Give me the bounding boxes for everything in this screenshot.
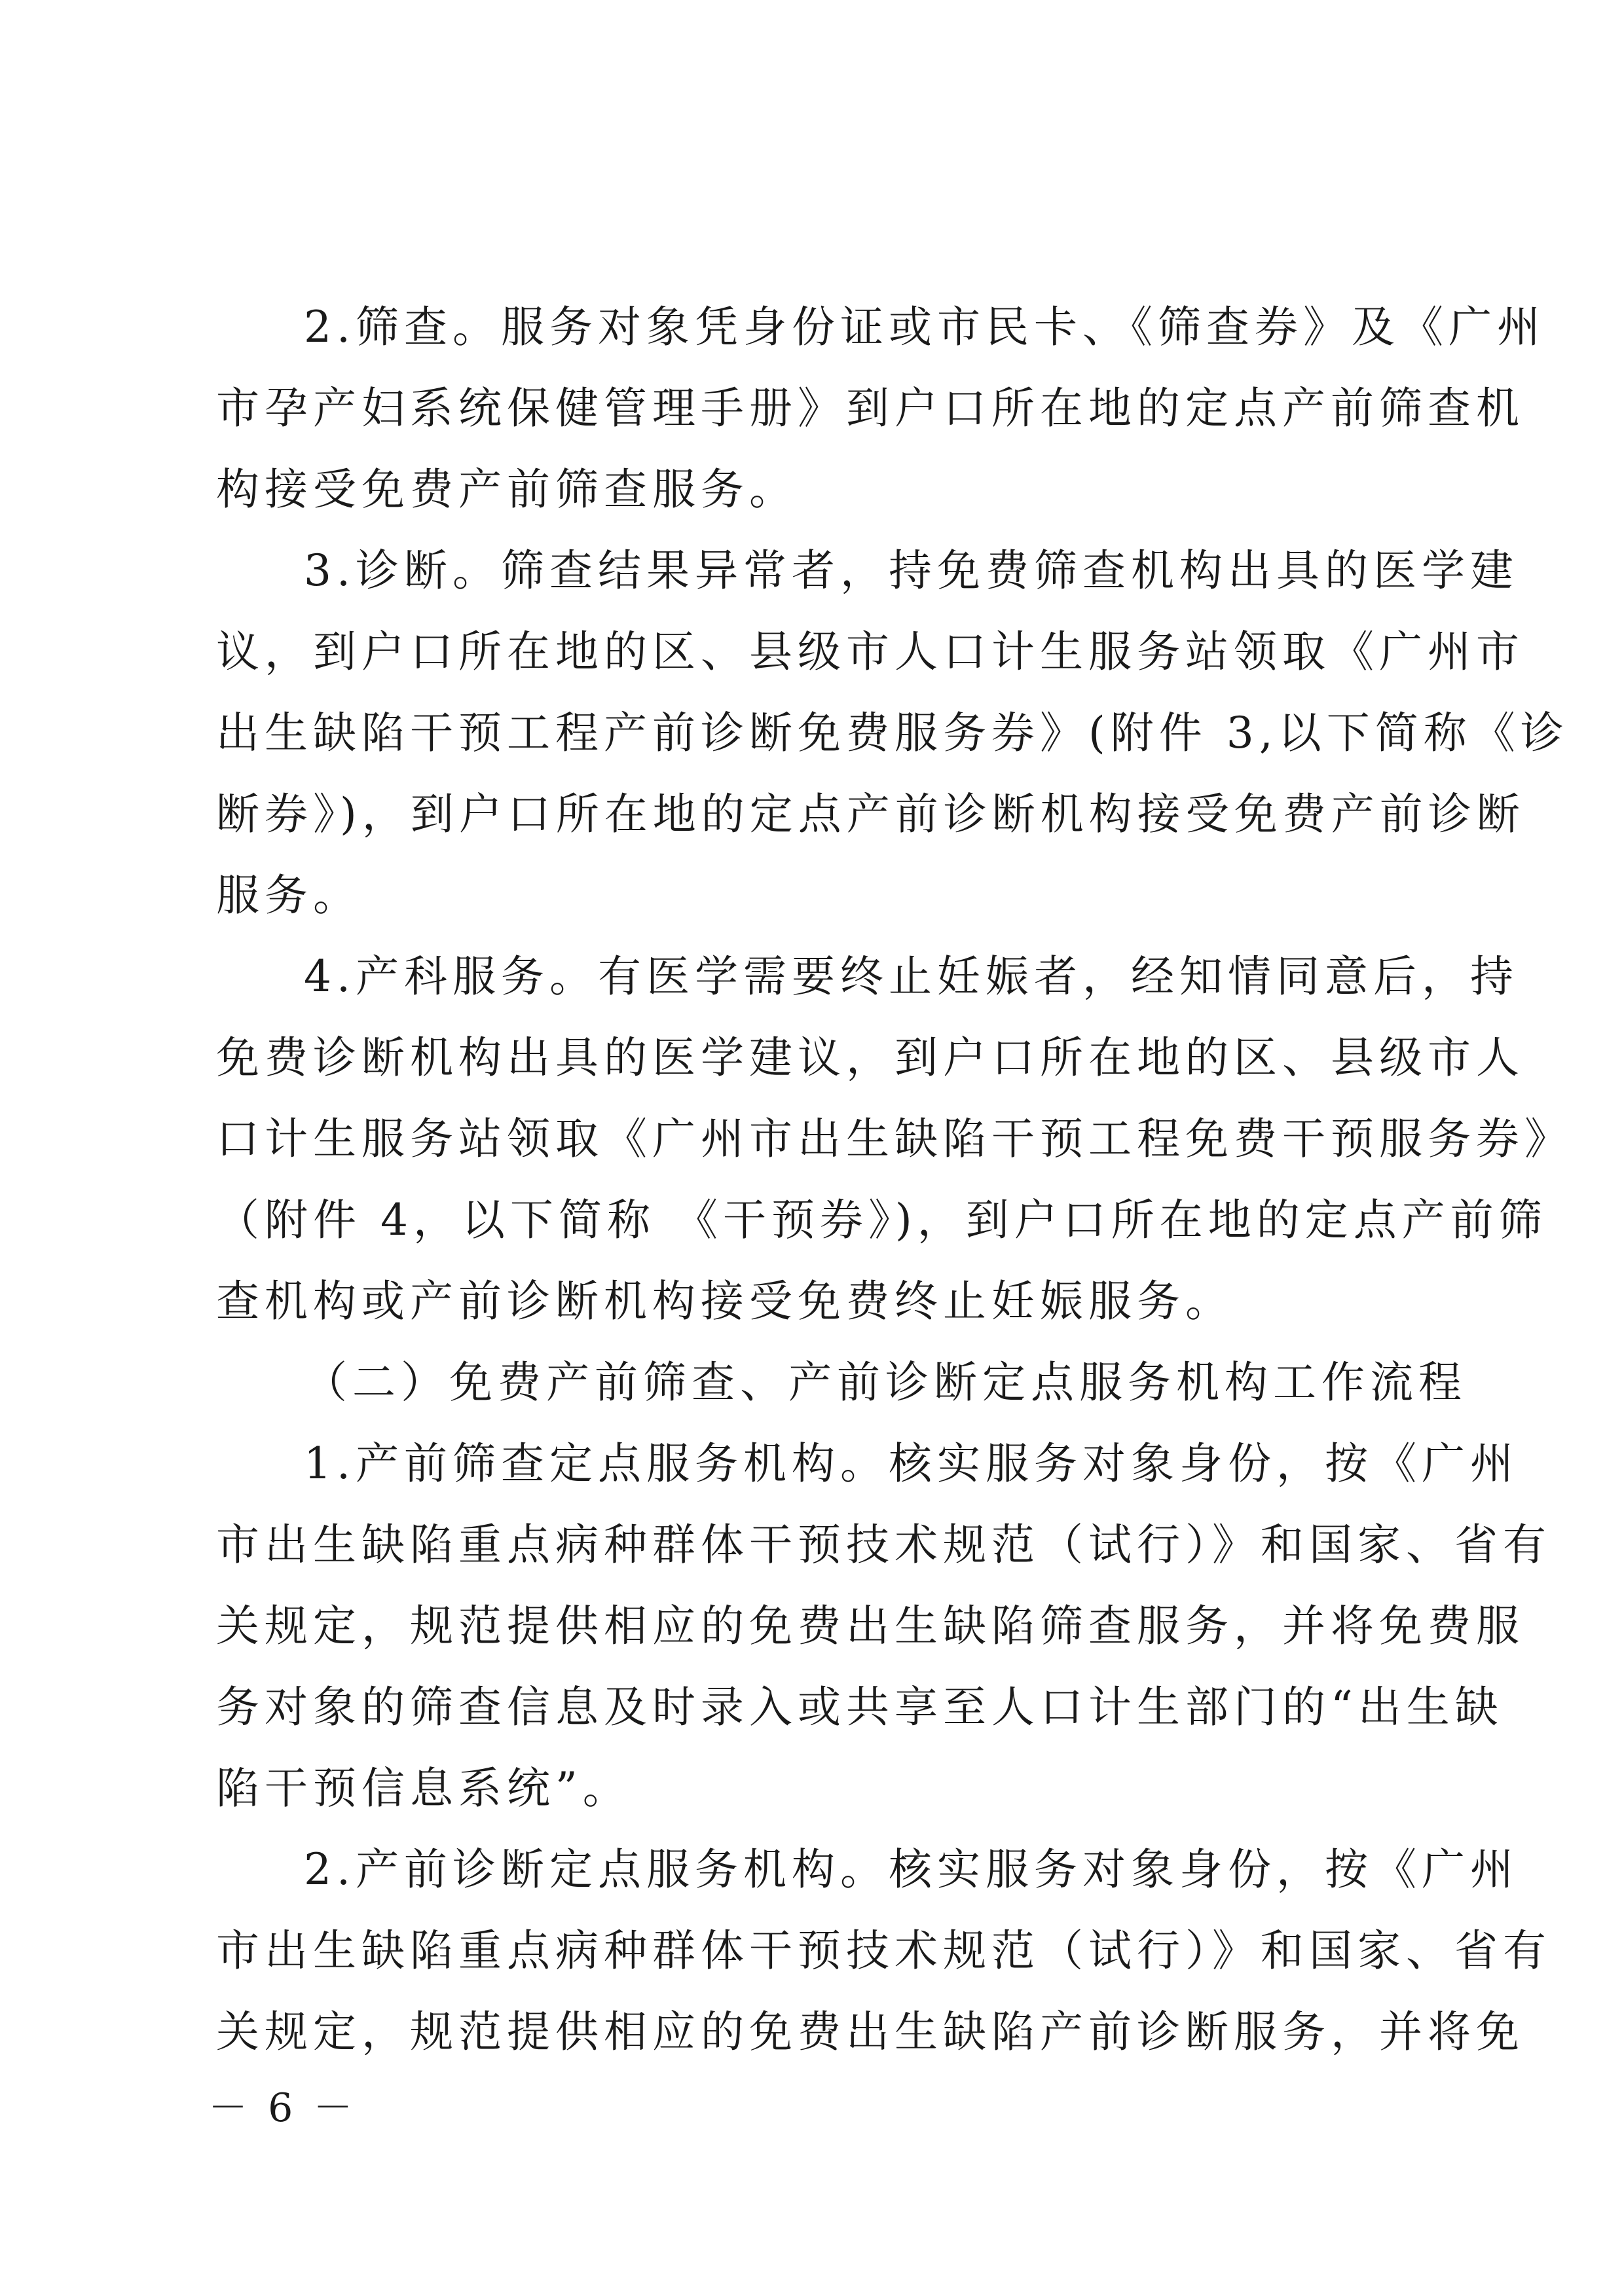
paragraph-screening-institution-line-5: 陷干预信息系统”。: [216, 1763, 631, 1813]
document-body: [216, 287, 1573, 2073]
paragraph-diagnosis-line-4: 断券》)，到户口所在地的定点产前诊断机构接受免费产前诊断: [216, 789, 1525, 839]
paragraph-diagnosis-institution-line-1: 2.产前诊断定点服务机构。核实服务对象身份，按《广州: [304, 1844, 1519, 1895]
paragraph-diagnosis-institution-line-3: 关规定，规范提供相应的免费出生缺陷产前诊断服务，并将免: [216, 2007, 1524, 2057]
paragraph-diagnosis-line-3: 出生缺陷干预工程产前诊断免费服务券》(附件 3,以下简称《诊: [216, 708, 1569, 758]
section-heading: （二）免费产前筛查、产前诊断定点服务机构工作流程: [304, 1357, 1467, 1408]
paragraph-screening-line-2: 市孕产妇系统保健管理手册》到户口所在地的定点产前筛查机: [216, 383, 1524, 433]
page-number: － 6 －: [208, 2085, 357, 2131]
paragraph-obstetric-line-2: 免费诊断机构出具的医学建议，到户口所在地的区、县级市人: [216, 1032, 1524, 1083]
paragraph-screening-institution-line-3: 关规定，规范提供相应的免费出生缺陷筛查服务，并将免费服: [216, 1601, 1524, 1651]
paragraph-obstetric-line-1: 4.产科服务。有医学需要终止妊娠者，经知情同意后，持: [304, 951, 1519, 1002]
paragraph-diagnosis-line-2: 议，到户口所在地的区、县级市人口计生服务站领取《广州市: [216, 627, 1524, 677]
paragraph-screening-line-1: 2.筛查。服务对象凭身份证或市民卡、《筛查券》及《广州: [304, 302, 1545, 352]
paragraph-obstetric-line-5: 查机构或产前诊断机构接受免费终止妊娠服务。: [216, 1276, 1234, 1326]
paragraph-screening-institution-line-4: 务对象的筛查信息及时录入或共享至人口计生部门的“出生缺: [216, 1682, 1504, 1732]
paragraph-screening-institution-line-2: 市出生缺陷重点病种群体干预技术规范（试行）》和国家、省有: [216, 1520, 1551, 1570]
paragraph-obstetric-line-3: 口计生服务站领取《广州市出生缺陷干预工程免费干预服务券》: [216, 1114, 1573, 1164]
paragraph-diagnosis-institution-line-2: 市出生缺陷重点病种群体干预技术规范（试行）》和国家、省有: [216, 1925, 1551, 1976]
paragraph-diagnosis-line-5: 服务。: [216, 870, 361, 920]
paragraph-diagnosis-line-1: 3.诊断。筛查结果异常者，持免费筛查机构出具的医学建: [304, 545, 1519, 596]
paragraph-screening-institution-line-1: 1.产前筛查定点服务机构。核实服务对象身份，按《广州: [304, 1438, 1519, 1489]
paragraph-screening-line-3: 构接受免费产前筛查服务。: [216, 464, 798, 515]
paragraph-obstetric-line-4: （附件 4，以下简称 《干预券》)，到户口所在地的定点产前筛: [216, 1195, 1547, 1245]
